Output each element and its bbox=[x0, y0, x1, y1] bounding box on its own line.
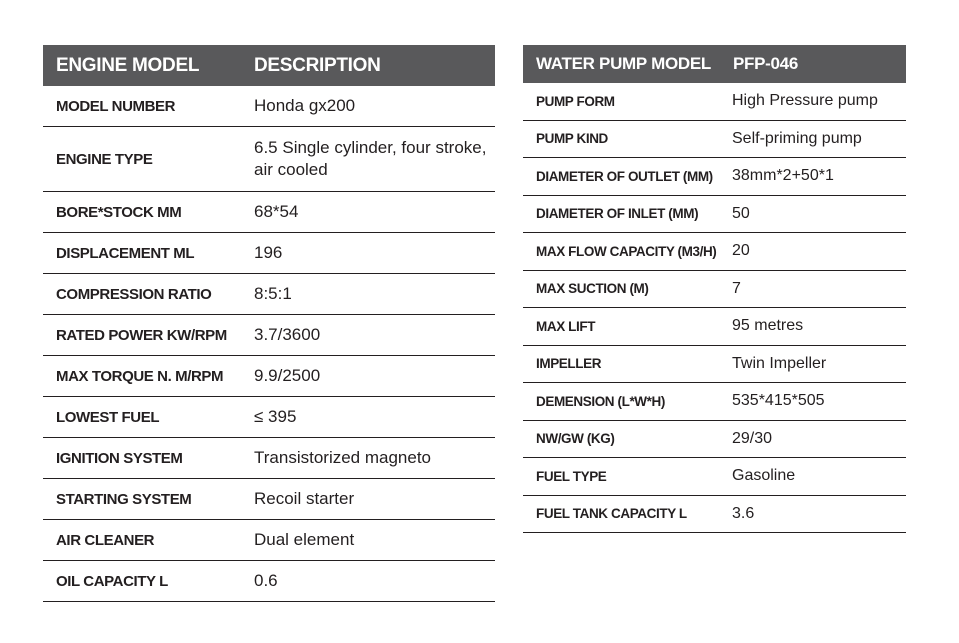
row-label: MAX LIFT bbox=[523, 308, 720, 346]
row-value: 0.6 bbox=[241, 561, 495, 602]
row-value: Twin Impeller bbox=[720, 345, 906, 383]
table-row bbox=[43, 274, 495, 315]
pump-header-model-number: PFP-046 bbox=[720, 45, 906, 83]
table-row bbox=[523, 420, 906, 458]
table-row bbox=[43, 86, 495, 127]
table-row bbox=[523, 345, 906, 383]
row-label: RATED POWER KW/RPM bbox=[43, 315, 241, 356]
row-value: High Pressure pump bbox=[720, 83, 906, 120]
table-row bbox=[523, 158, 906, 196]
table-row bbox=[523, 458, 906, 496]
row-value: 6.5 Single cylinder, four stroke, air cooled bbox=[241, 127, 495, 192]
row-label: DEMENSION (L*W*H) bbox=[523, 383, 720, 421]
row-value: 9.9/2500 bbox=[241, 356, 495, 397]
engine-table-header bbox=[43, 45, 495, 86]
engine-header-model: ENGINE MODEL bbox=[43, 45, 241, 86]
table-row bbox=[43, 192, 495, 233]
row-label: STARTING SYSTEM bbox=[43, 479, 241, 520]
row-value: 7 bbox=[720, 270, 906, 308]
row-value: ≤ 395 bbox=[241, 397, 495, 438]
row-value: 68*54 bbox=[241, 192, 495, 233]
row-value: 95 metres bbox=[720, 308, 906, 346]
table-row bbox=[43, 438, 495, 479]
table-row bbox=[523, 270, 906, 308]
row-value: 8:5:1 bbox=[241, 274, 495, 315]
table-row bbox=[43, 356, 495, 397]
table-row bbox=[523, 383, 906, 421]
row-value: 3.6 bbox=[720, 495, 906, 533]
table-row bbox=[523, 308, 906, 346]
table-row bbox=[523, 233, 906, 271]
row-value: Gasoline bbox=[720, 458, 906, 496]
table-row bbox=[523, 83, 906, 120]
row-value: Recoil starter bbox=[241, 479, 495, 520]
row-value: 3.7/3600 bbox=[241, 315, 495, 356]
table-row bbox=[43, 561, 495, 602]
row-label: BORE*STOCK MM bbox=[43, 192, 241, 233]
table-row bbox=[43, 397, 495, 438]
row-label: ENGINE TYPE bbox=[43, 127, 241, 192]
water-pump-spec-table bbox=[523, 45, 906, 533]
row-label: PUMP FORM bbox=[523, 83, 720, 120]
row-label: OIL CAPACITY L bbox=[43, 561, 241, 602]
row-label: DIAMETER OF INLET (MM) bbox=[523, 195, 720, 233]
row-label: PUMP KIND bbox=[523, 120, 720, 158]
row-label: MAX FLOW CAPACITY (M3/H) bbox=[523, 233, 720, 271]
row-value: Dual element bbox=[241, 520, 495, 561]
table-row bbox=[43, 315, 495, 356]
row-label: DIAMETER OF OUTLET (MM) bbox=[523, 158, 720, 196]
engine-header-description: DESCRIPTION bbox=[241, 45, 495, 86]
row-value: 38mm*2+50*1 bbox=[720, 158, 906, 196]
row-value: 535*415*505 bbox=[720, 383, 906, 421]
table-row bbox=[43, 479, 495, 520]
row-label: IMPELLER bbox=[523, 345, 720, 383]
row-label: MAX SUCTION (M) bbox=[523, 270, 720, 308]
pump-header-model: WATER PUMP MODEL bbox=[523, 45, 720, 83]
row-value: 196 bbox=[241, 233, 495, 274]
row-label: FUEL TANK CAPACITY L bbox=[523, 495, 720, 533]
row-value: Transistorized magneto bbox=[241, 438, 495, 479]
table-row bbox=[523, 120, 906, 158]
row-label: DISPLACEMENT ML bbox=[43, 233, 241, 274]
row-value: 50 bbox=[720, 195, 906, 233]
row-label: MAX TORQUE N. M/RPM bbox=[43, 356, 241, 397]
row-value: Honda gx200 bbox=[241, 86, 495, 127]
row-label: LOWEST FUEL bbox=[43, 397, 241, 438]
row-label: MODEL NUMBER bbox=[43, 86, 241, 127]
row-label: COMPRESSION RATIO bbox=[43, 274, 241, 315]
row-value: 20 bbox=[720, 233, 906, 271]
row-value: 29/30 bbox=[720, 420, 906, 458]
row-label: IGNITION SYSTEM bbox=[43, 438, 241, 479]
row-label: FUEL TYPE bbox=[523, 458, 720, 496]
table-row bbox=[43, 127, 495, 192]
row-label: AIR CLEANER bbox=[43, 520, 241, 561]
row-label: NW/GW (KG) bbox=[523, 420, 720, 458]
table-row bbox=[43, 233, 495, 274]
row-value: Self-priming pump bbox=[720, 120, 906, 158]
engine-spec-table bbox=[43, 45, 495, 602]
pump-table-header bbox=[523, 45, 906, 83]
table-row bbox=[523, 195, 906, 233]
table-row bbox=[43, 520, 495, 561]
table-row bbox=[523, 495, 906, 533]
